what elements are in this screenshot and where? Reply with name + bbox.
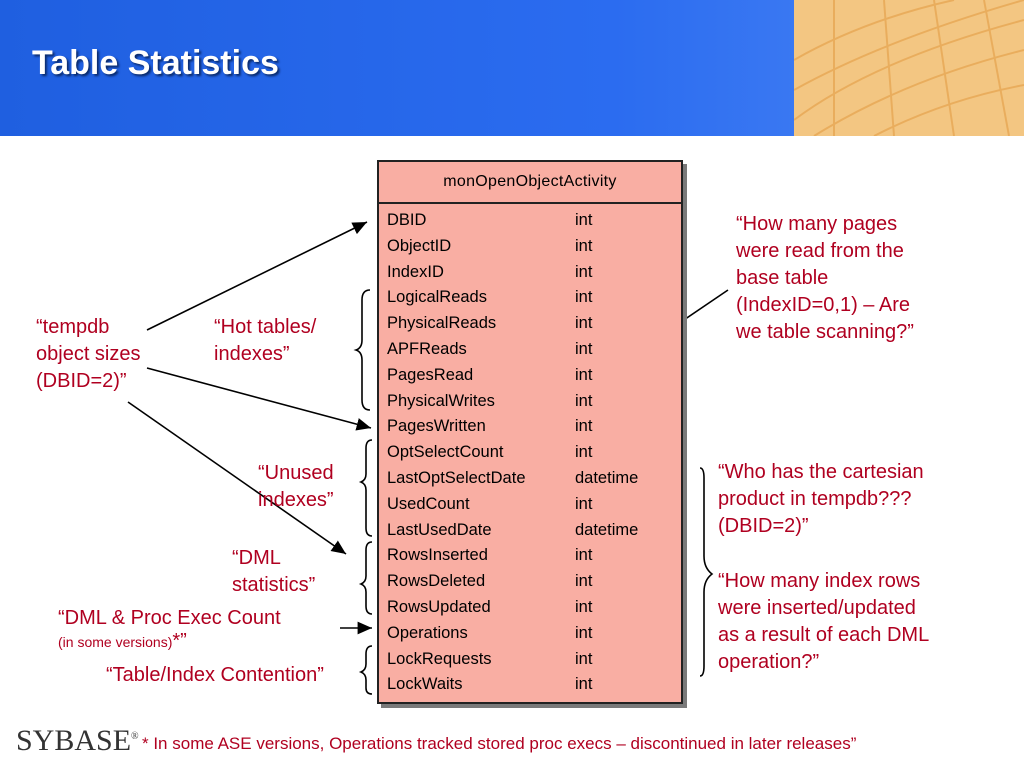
column-name: APFReads: [387, 339, 467, 358]
brace-contention: [361, 646, 372, 694]
annotation-dml-statistics: [232, 545, 315, 599]
column-type: int: [575, 546, 593, 565]
table-row: [387, 234, 677, 260]
table-row: [387, 543, 677, 569]
column-name: LockWaits: [387, 675, 463, 694]
annotation-dml-proc-exec: [58, 605, 281, 651]
table-row: [387, 337, 677, 363]
annotation-dml-line1: “DML: [232, 547, 281, 569]
annotation-pages-line3: base table: [736, 267, 829, 289]
annotation-cartesian: [718, 459, 924, 540]
annotation-tempdb-line1: “tempdb: [36, 316, 110, 338]
column-list: [387, 208, 677, 698]
annotation-unused-line2: indexes”: [258, 489, 334, 511]
brace-unused-indexes: [361, 440, 372, 536]
column-type: int: [575, 236, 593, 255]
annotation-pages-read: [736, 211, 914, 346]
annotation-dml-proc-end: *”: [172, 630, 187, 652]
table-row: [387, 492, 677, 518]
table-row: [387, 389, 677, 415]
annotation-pages-line5: we table scanning?”: [736, 321, 914, 343]
column-type: int: [575, 339, 593, 358]
annotation-unused-indexes: [258, 460, 334, 514]
column-type: int: [575, 314, 593, 333]
table-row: [387, 672, 677, 698]
annotation-pages-line1: “How many pages: [736, 213, 898, 235]
column-type: int: [575, 262, 593, 281]
table-row: [387, 311, 677, 337]
table-row: [387, 260, 677, 286]
logo-registered-mark: ®: [131, 731, 139, 742]
table-row: [387, 647, 677, 673]
table-row: [387, 621, 677, 647]
annotation-index-rows: [718, 568, 929, 676]
column-name: RowsDeleted: [387, 572, 486, 591]
annotation-dml-proc-note: (in some versions): [58, 634, 173, 650]
annotation-hot-line2: indexes”: [214, 343, 290, 365]
table-row: [387, 414, 677, 440]
column-name: ObjectID: [387, 236, 452, 255]
column-name: IndexID: [387, 262, 444, 281]
column-type: int: [575, 675, 593, 694]
annotation-dml-line2: statistics”: [232, 574, 316, 596]
column-name: RowsInserted: [387, 546, 488, 565]
column-type: int: [575, 572, 593, 591]
arrow-tempdb-to-pageswritten: [147, 368, 371, 428]
annotation-tempdb: [36, 314, 141, 395]
brace-right: [700, 468, 712, 676]
annotation-contention: “Table/Index Contention”: [106, 664, 324, 686]
table-row: [387, 466, 677, 492]
column-name: OptSelectCount: [387, 443, 504, 462]
annotation-dml-proc-line1: “DML & Proc Exec Count: [58, 607, 281, 629]
column-name: PhysicalWrites: [387, 391, 495, 410]
annotation-cartesian-line3: (DBID=2)”: [718, 515, 809, 537]
column-name: PagesWritten: [387, 417, 486, 436]
table-box: [377, 160, 683, 704]
column-type: int: [575, 391, 593, 410]
annotation-hot-line1: “Hot tables/: [214, 316, 317, 338]
column-type: int: [575, 211, 593, 229]
column-name: PagesRead: [387, 365, 474, 384]
annotation-pages-line4: (IndexID=0,1) – Are: [736, 294, 910, 316]
column-name: LastOptSelectDate: [387, 468, 526, 487]
table-row: [387, 569, 677, 595]
column-name: LogicalReads: [387, 288, 487, 307]
table-name: monOpenObjectActivity: [379, 162, 681, 204]
column-name: UsedCount: [387, 494, 470, 513]
annotation-hot-tables: [214, 314, 316, 368]
column-name: LockRequests: [387, 649, 492, 668]
footnote: * In some ASE versions, Operations tracked stored proc execs – discontinued in later releases”: [142, 734, 857, 753]
column-type: int: [575, 623, 593, 642]
column-type: int: [575, 288, 593, 307]
table-row: [387, 285, 677, 311]
column-name: RowsUpdated: [387, 597, 491, 616]
column-type: int: [575, 365, 593, 384]
table-row: [387, 518, 677, 544]
annotation-pages-line2: were read from the: [736, 240, 904, 262]
column-type: int: [575, 649, 593, 668]
annotation-cartesian-line2: product in tempdb???: [718, 488, 912, 510]
table-row: [387, 208, 677, 234]
annotation-cartesian-line1: “Who has the cartesian: [718, 461, 924, 483]
brace-hot-tables: [356, 290, 370, 410]
column-type: datetime: [575, 468, 639, 487]
column-name: Operations: [387, 623, 468, 642]
table-row: [387, 595, 677, 621]
annotation-tempdb-line3: (DBID=2)”: [36, 370, 127, 392]
brace-dml-statistics: [361, 542, 372, 614]
column-type: int: [575, 597, 593, 616]
annotation-unused-line1: “Unused: [258, 462, 334, 484]
table-row: [387, 363, 677, 389]
column-type: datetime: [575, 520, 639, 539]
sybase-logo: [16, 724, 139, 758]
annotation-tempdb-line2: object sizes: [36, 343, 141, 365]
column-name: DBID: [387, 211, 427, 229]
annotation-index-rows-line2: were inserted/updated: [718, 597, 916, 619]
column-name: PhysicalReads: [387, 314, 497, 333]
column-type: int: [575, 443, 593, 462]
annotation-index-rows-line3: as a result of each DML: [718, 624, 930, 646]
column-name: LastUsedDate: [387, 520, 492, 539]
annotation-index-rows-line1: “How many index rows: [718, 570, 921, 592]
column-type: int: [575, 494, 593, 513]
table-row: [387, 440, 677, 466]
logo-text: SYBASE: [16, 724, 132, 757]
annotation-index-rows-line4: operation?”: [718, 651, 820, 673]
slide-title: Table Statistics: [32, 44, 279, 82]
column-type: int: [575, 417, 593, 436]
